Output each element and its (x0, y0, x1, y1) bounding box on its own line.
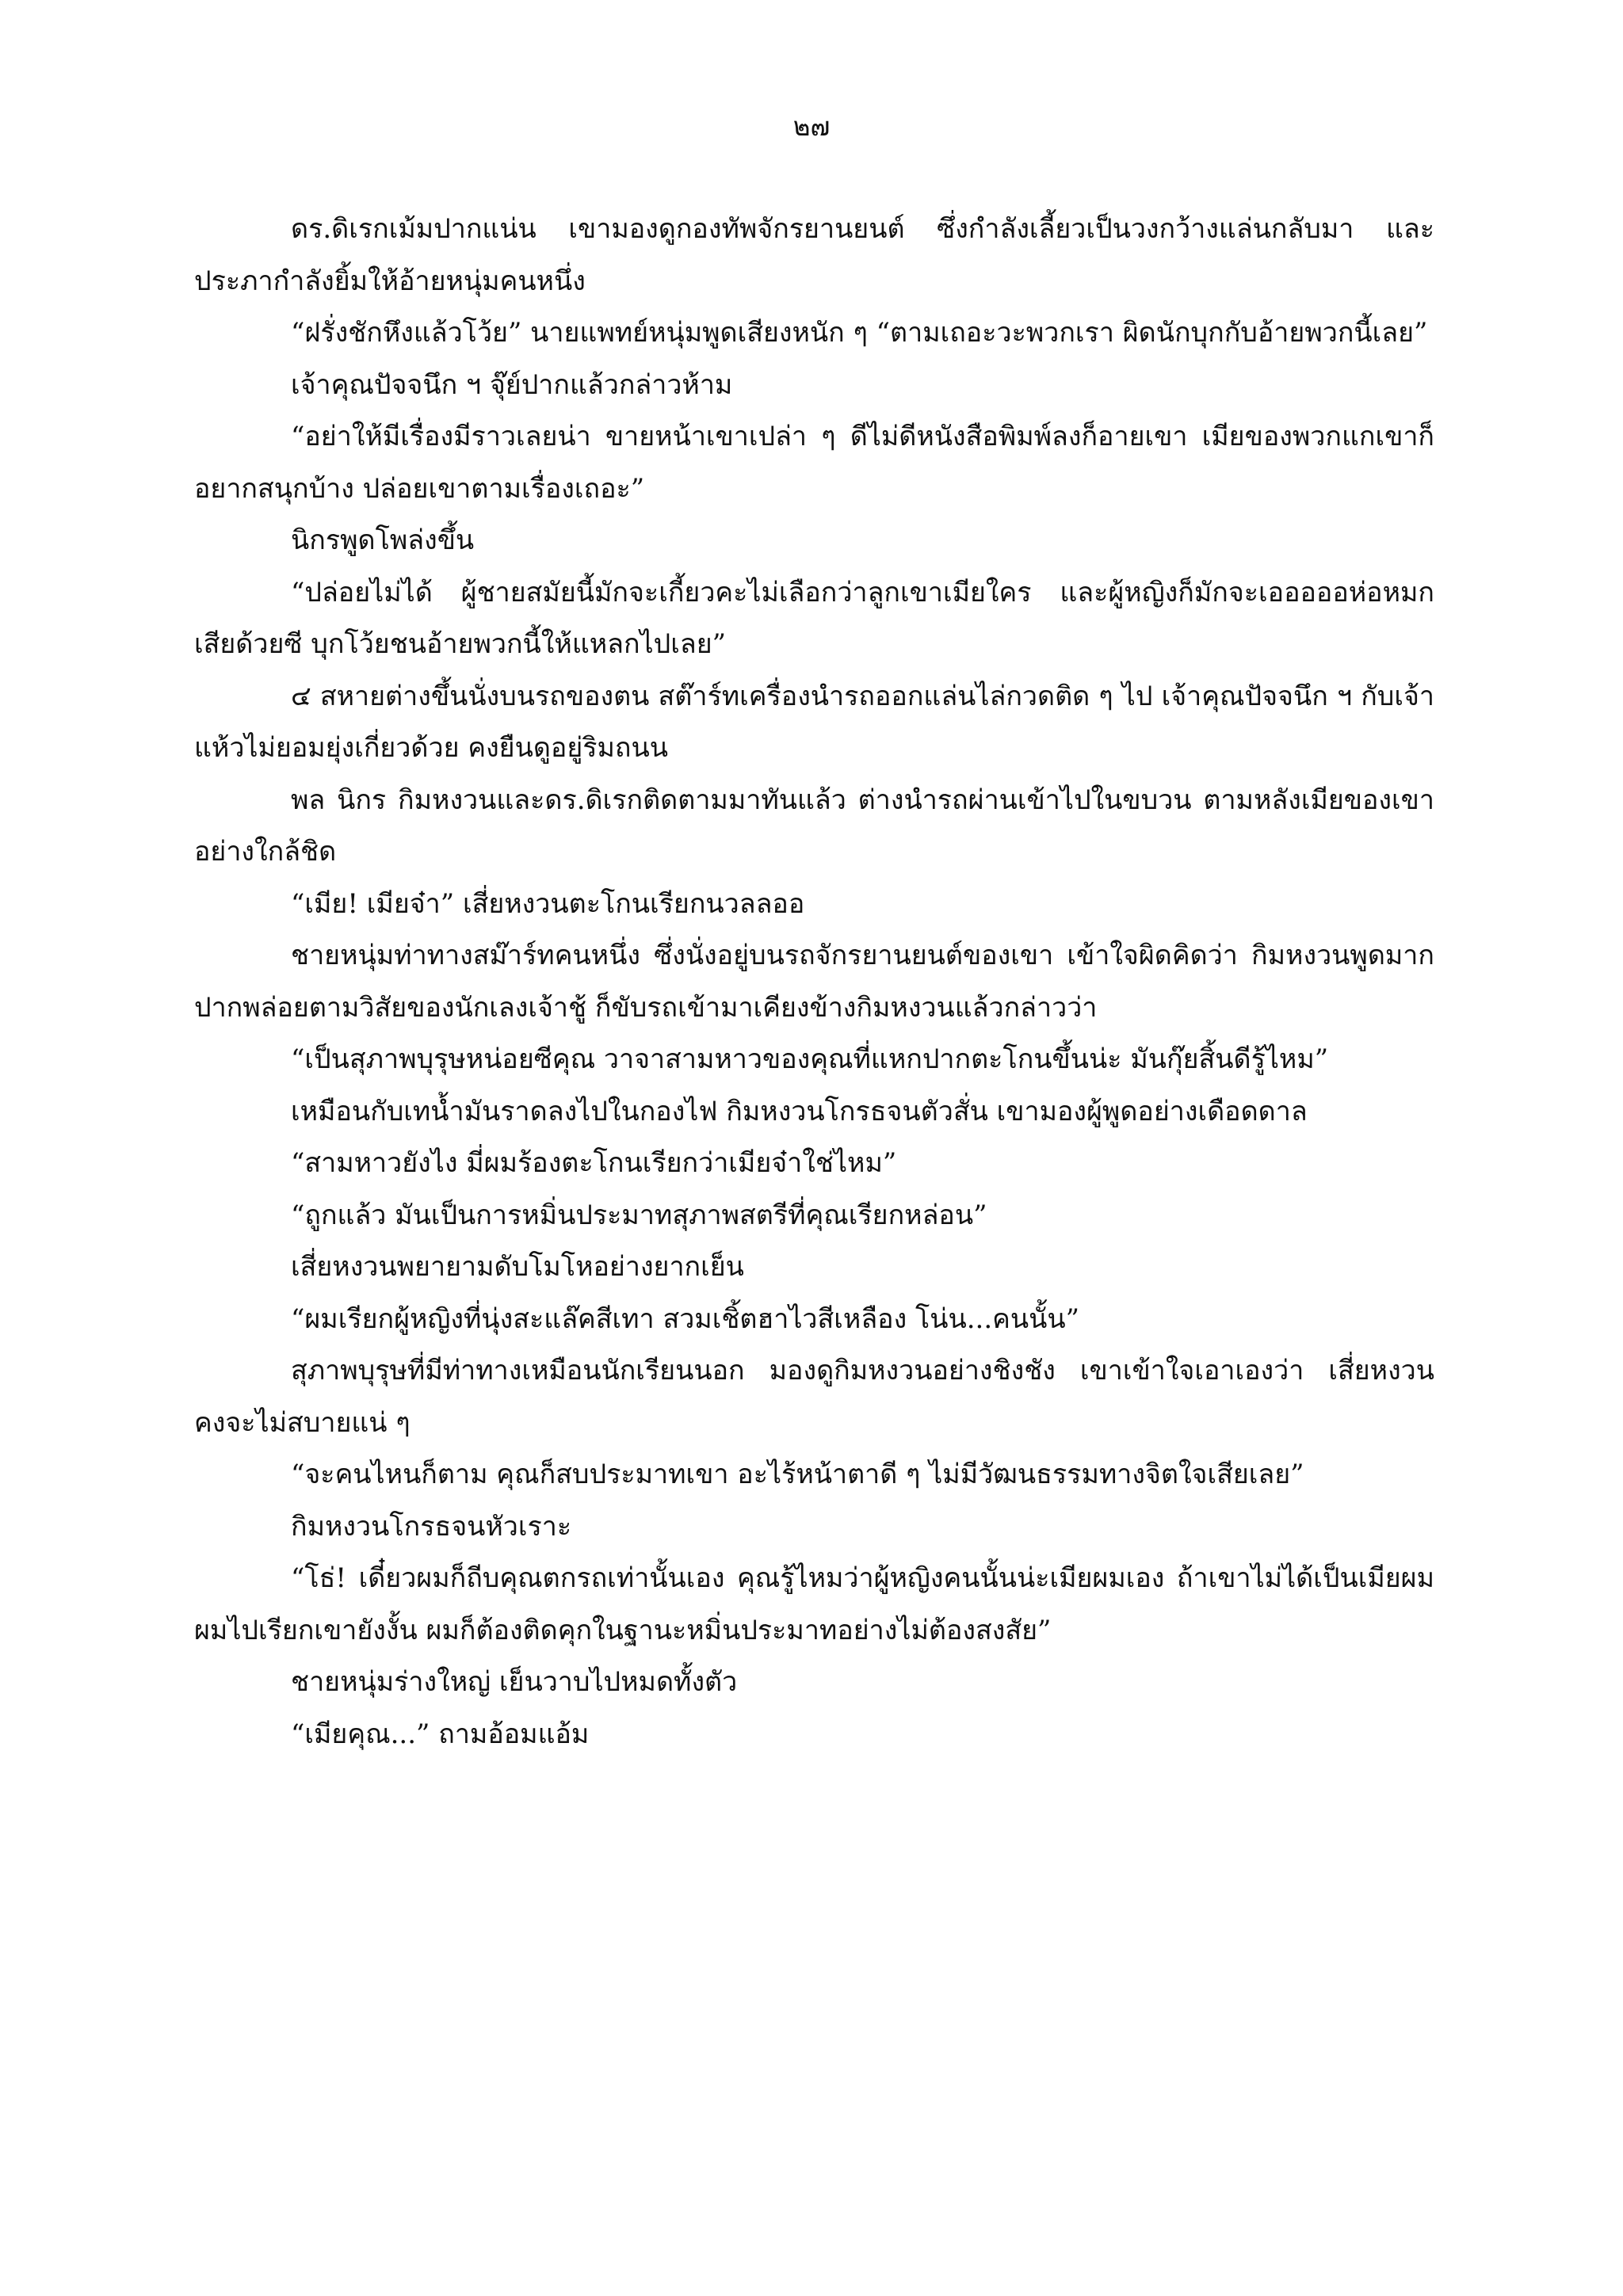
paragraph-11: “เป็นสุภาพบุรุษหน่อยซีคุณ วาจาสามหาวของคุณที่แหกปากตะโกนขึ้นน่ะ มันกุ๊ยสิ้นดีรู้ไหม” (291, 1043, 1329, 1075)
paragraph-3: เจ้าคุณปัจจนึก ฯ จุ๊ย์ปากแล้วกล่าวห้าม (291, 368, 733, 401)
paragraph-7: ๔ สหายต่างขึ้นนั่งบนรถของตน สต๊าร์ทเครื่องนำรถออกแล่นไล่กวดติด ๆ ไป เจ้าคุณปัจจนึก ฯ กับเจ้าแห้วไม่ยอมยุ่งเกี่ยวด้วย คงยืนดูอยู่ริมถนน (194, 680, 1434, 764)
paragraph-19: กิมหงวนโกรธจนหัวเราะ (291, 1510, 572, 1543)
paragraph-14: “ถูกแล้ว มันเป็นการหมิ่นประมาทสุภาพสตรีที่คุณเรียกหล่อน” (291, 1199, 987, 1231)
paragraph-21: ชายหนุ่มร่างใหญ่ เย็นวาบไปหมดทั้งตัว (291, 1666, 738, 1698)
story-text (194, 204, 1434, 1760)
paragraph-12: เหมือนกับเทน้ำมันราดลงไปในกองไฟ กิมหงวนโกรธจนตัวสั่น เขามองผู้พูดอย่างเดือดดาล (291, 1095, 1308, 1127)
paragraph-1: ดร.ดิเรกเม้มปากแน่น เขามองดูกองทัพจักรยานยนต์ ซึ่งกำลังเลี้ยวเป็นวงกว้างแล่นกลับมา และประภากำลังยิ้มให้อ้ายหนุ่มคนหนึ่ง (194, 213, 1434, 297)
paragraph-16: “ผมเรียกผู้หญิงที่นุ่งสะแล๊คสีเทา สวมเชิ้ตฮาไวสีเหลือง โน่น...คนนั้น” (291, 1302, 1079, 1335)
paragraph-13: “สามหาวยังไง มี่ผมร้องตะโกนเรียกว่าเมียจ๋าใช่ไหม” (291, 1147, 897, 1179)
paragraph-6: “ปล่อยไม่ได้ ผู้ชายสมัยนี้มักจะเกี้ยวคะไม่เลือกว่าลูกเขาเมียใคร และผู้หญิงก็มักจะเอออออห่อหมกเสียด้วยซี บุกโว้ยชนอ้ายพวกนี้ให้แหลกไปเลย” (194, 576, 1434, 660)
paragraph-17: สุภาพบุรุษที่มีท่าทางเหมือนนักเรียนนอก มองดูกิมหงวนอย่างชิงชัง เขาเข้าใจเอาเองว่า เสี่ยหงวนคงจะไม่สบายแน่ ๆ (194, 1355, 1434, 1439)
paragraph-5: นิกรพูดโพล่งขึ้น (291, 524, 475, 556)
paragraph-15: เสี่ยหงวนพยายามดับโมโหอย่างยากเย็น (291, 1251, 744, 1283)
paragraph-2: “ฝรั่งชักหึงแล้วโว้ย” นายแพทย์หนุ่มพูดเสียงหนัก ๆ “ตามเถอะวะพวกเรา ผิดนักบุกกับอ้ายพวกนี้เลย” (291, 317, 1428, 349)
paragraph-9: “เมีย! เมียจ๋า” เสี่ยหงวนตะโกนเรียกนวลลออ (291, 887, 805, 920)
page-number: ๒๗ (792, 111, 831, 142)
paragraph-4: “อย่าให้มีเรื่องมีราวเลยน่า ขายหน้าเขาเปล่า ๆ ดีไม่ดีหนังสือพิมพ์ลงก็อายเขา เมียของพวกแกเขาก็อยากสนุกบ้าง ปล่อยเขาตามเรื่องเถอะ” (194, 421, 1434, 505)
paragraph-20: “โธ่! เดี๋ยวผมก็ถีบคุณตกรถเท่านั้นเอง คุณรู้ไหมว่าผู้หญิงคนนั้นน่ะเมียผมเอง ถ้าเขาไม่ได้เป็นเมียผม ผมไปเรียกเขายังงั้น ผมก็ต้องติดคุกในฐานะหมิ่นประมาทอย่างไม่ต้องสงสัย” (194, 1562, 1434, 1646)
paragraph-10: ชายหนุ่มท่าทางสม๊าร์ทคนหนึ่ง ซึ่งนั่งอยู่บนรถจักรยานยนต์ของเขา เข้าใจผิดคิดว่า กิมหงวนพูดมากปากพล่อยตามวิสัยของนักเลงเจ้าชู้ ก็ขับรถเข้ามาเคียงข้างกิมหงวนแล้วกล่าวว่า (194, 940, 1434, 1024)
paragraph-18: “จะคนไหนก็ตาม คุณก็สบประมาทเขา อะไร้หน้าตาดี ๆ ไม่มีวัฒนธรรมทางจิตใจเสียเลย” (291, 1459, 1304, 1490)
paragraph-8: พล นิกร กิมหงวนและดร.ดิเรกติดตามมาทันแล้ว ต่างนำรถผ่านเข้าไปในขบวน ตามหลังเมียของเขาอย่างใกล้ชิด (194, 784, 1434, 868)
paragraph-22: “เมียคุณ...” ถามอ้อมแอ้ม (291, 1718, 590, 1750)
